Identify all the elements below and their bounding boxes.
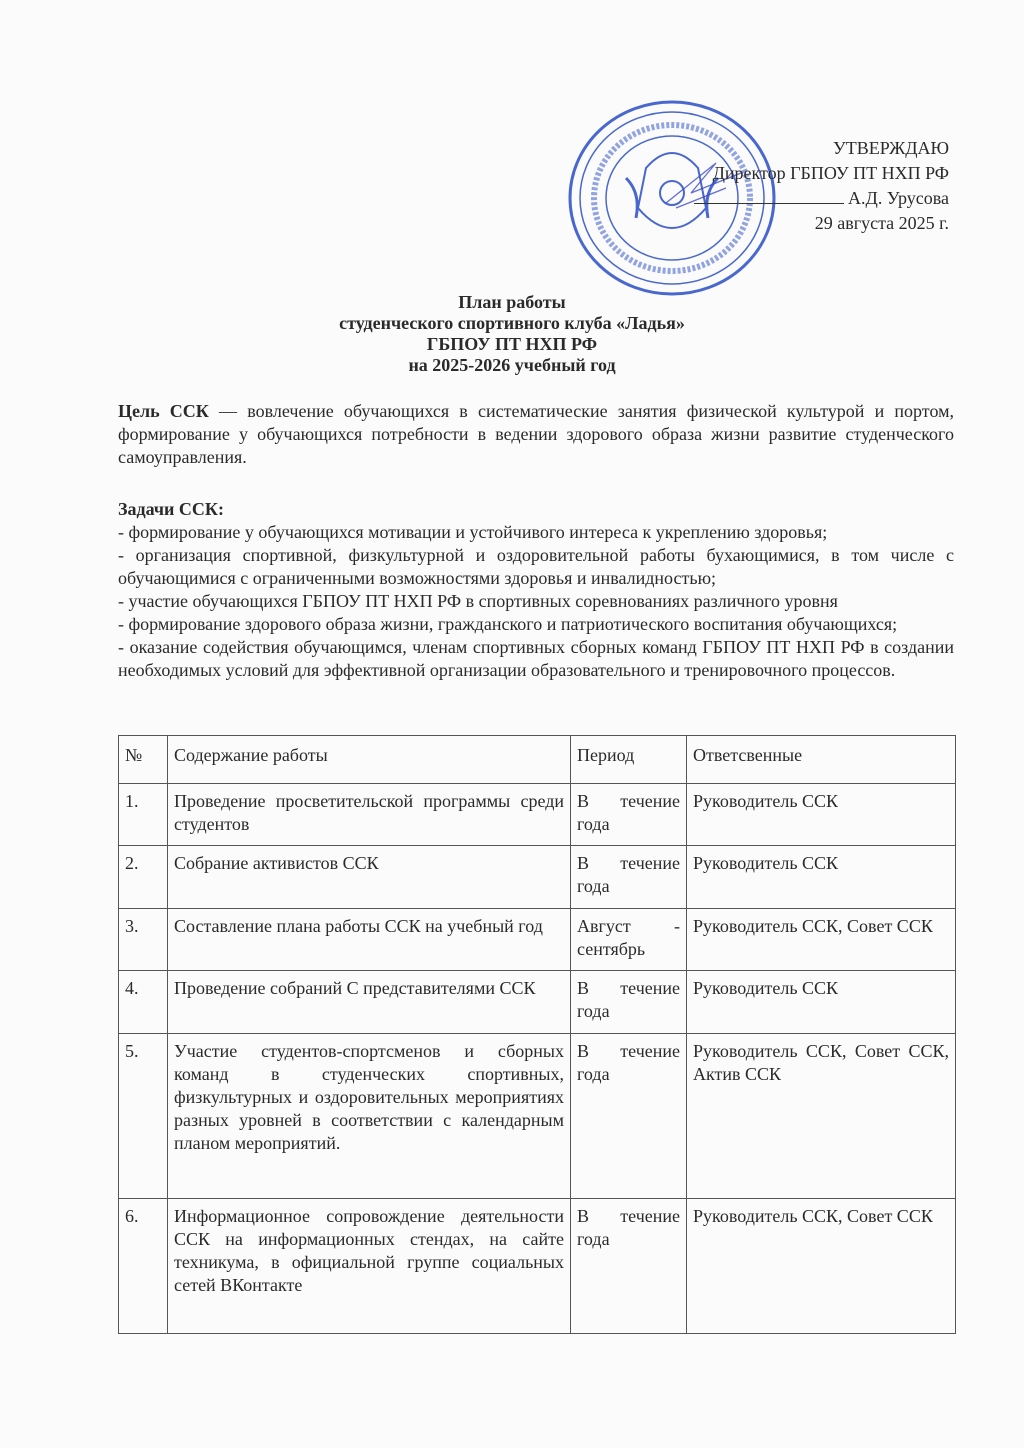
task-item: - организация спортивной, физкультурной и оздоровительной работы бухающимися, в том числе с обучающимися с ограниченными возможностями здоровья и инвалидностью; bbox=[118, 545, 954, 588]
header-number: № bbox=[119, 736, 168, 784]
task-item: - формирование здорового образа жизни, гражданского и патриотического воспитания обучающихся; bbox=[118, 614, 898, 634]
row-period: В течение года bbox=[571, 971, 687, 1034]
tasks-label: Задачи ССК: bbox=[118, 499, 224, 519]
row-number: 6. bbox=[119, 1199, 168, 1334]
row-responsible: Руководитель ССК bbox=[687, 971, 956, 1034]
row-content: Составление плана работы ССК на учебный год bbox=[168, 909, 571, 971]
row-number: 4. bbox=[119, 971, 168, 1034]
tasks-section bbox=[118, 498, 954, 682]
row-responsible: Руководитель ССК bbox=[687, 846, 956, 909]
approve-word: УТВЕРЖДАЮ bbox=[832, 138, 949, 158]
title-line-4: на 2025-2026 учебный год bbox=[408, 355, 616, 375]
row-number: 3. bbox=[119, 909, 168, 971]
approval-date: 29 августа 2025 г. bbox=[814, 213, 949, 233]
signature-underline bbox=[694, 189, 844, 204]
row-period: В течение года bbox=[571, 1199, 687, 1334]
header-content: Содержание работы bbox=[168, 736, 571, 784]
signer-name: А.Д. Урусова bbox=[848, 188, 949, 208]
document-title bbox=[0, 292, 1024, 376]
title-line-3: ГБПОУ ПТ НХП РФ bbox=[426, 334, 598, 354]
row-responsible: Руководитель ССК, Совет ССК bbox=[687, 1199, 956, 1334]
row-period: В течение года bbox=[571, 846, 687, 909]
task-item: - формирование у обучающихся мотивации и устойчивого интереса к укреплению здоровья; bbox=[118, 522, 828, 542]
table-header-row bbox=[119, 736, 956, 784]
row-content: Проведение собраний С представителями ССК bbox=[168, 971, 571, 1034]
header-responsible: Ответсвенные bbox=[687, 736, 956, 784]
row-number: 2. bbox=[119, 846, 168, 909]
row-period: Август - сентябрь bbox=[571, 909, 687, 971]
table-row bbox=[119, 971, 956, 1034]
table-row bbox=[119, 1034, 956, 1199]
task-item: - участие обучающихся ГБПОУ ПТ НХП РФ в спортивных соревнованиях различного уровня bbox=[118, 591, 838, 611]
table-row bbox=[119, 909, 956, 971]
header-period: Период bbox=[571, 736, 687, 784]
row-number: 5. bbox=[119, 1034, 168, 1199]
table-row bbox=[119, 784, 956, 846]
row-content: Собрание активистов ССК bbox=[168, 846, 571, 909]
row-responsible: Руководитель ССК, Совет ССК, Актив ССК bbox=[687, 1034, 956, 1199]
director-position: Директор ГБПОУ ПТ НХП РФ bbox=[712, 163, 949, 183]
task-item: - оказание содействия обучающимся, членам спортивных сборных команд ГБПОУ ПТ НХП РФ в создании необходимых условий для эффективной организации образовательного и тренировочного процессов. bbox=[118, 637, 954, 680]
row-content: Участие студентов-спортсменов и сборных команд в студенческих спортивных, физкультурных и оздоровительных мероприятиях разных уровней в соответствии с календарным планом мероприятий. bbox=[168, 1034, 571, 1199]
table-row bbox=[119, 1199, 956, 1334]
signature-line bbox=[694, 186, 949, 211]
row-content: Проведение просветительской программы среди студентов bbox=[168, 784, 571, 846]
row-responsible: Руководитель ССК, Совет ССК bbox=[687, 909, 956, 971]
row-period: В течение года bbox=[571, 1034, 687, 1199]
work-plan-table bbox=[118, 735, 956, 1334]
row-responsible: Руководитель ССК bbox=[687, 784, 956, 846]
approval-block bbox=[694, 136, 949, 236]
goal-paragraph bbox=[118, 400, 954, 469]
row-content: Информационное сопровождение деятельности ССК на информационных стендах, на сайте техникума, в официальной группе социальных сетей ВКонтакте bbox=[168, 1199, 571, 1334]
table-row bbox=[119, 846, 956, 909]
title-line-1: План работы bbox=[458, 292, 566, 312]
row-period: В течение года bbox=[571, 784, 687, 846]
row-number: 1. bbox=[119, 784, 168, 846]
goal-text: — вовлечение обучающихся в систематические занятия физической культурой и портом, формирование у обучающихся потребности в ведении здорового образа жизни развитие студенческого самоуправления. bbox=[118, 401, 954, 467]
goal-label: Цель ССК bbox=[118, 401, 209, 421]
title-line-2: студенческого спортивного клуба «Ладья» bbox=[339, 313, 685, 333]
